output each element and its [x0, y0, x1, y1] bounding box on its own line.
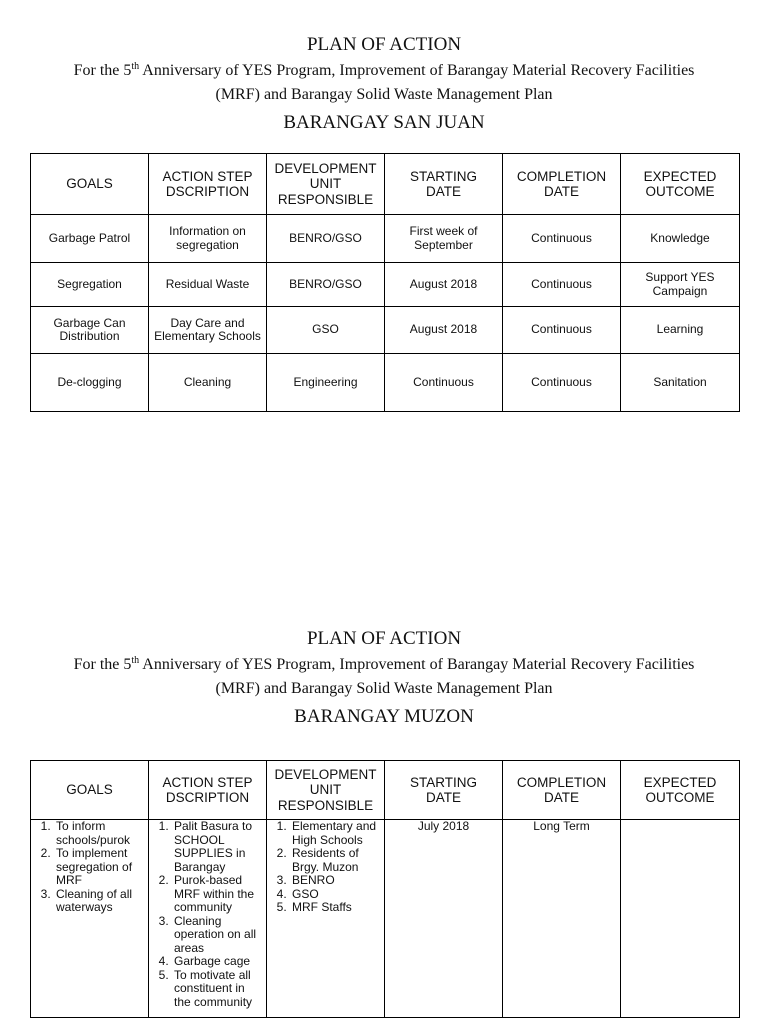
cell-text: Sanitation	[653, 374, 707, 389]
header-text: RESPONSIBLE	[277, 797, 374, 813]
list-item: 4. Garbage cage	[172, 955, 263, 969]
header-text: EXPECTED	[643, 168, 717, 184]
list-item: 1. Elementary and High Schools	[290, 820, 381, 847]
cell-text: August 2018	[409, 322, 478, 337]
header-goals	[31, 154, 149, 215]
subtitle-line2: (MRF) and Barangay Solid Waste Management Plan	[215, 680, 553, 697]
cell-text: Continuous	[531, 230, 592, 245]
cell-text: segregation	[176, 237, 239, 252]
header-completion-date	[503, 154, 621, 215]
plan-title: PLAN OF ACTION	[306, 628, 462, 649]
header-starting-date	[385, 761, 503, 820]
header-action-step	[149, 761, 267, 820]
table-header-row	[31, 761, 740, 820]
cell-text: Continuous	[413, 374, 474, 389]
cell-start	[385, 307, 503, 354]
cell-text: Segregation	[57, 276, 122, 291]
cell-text: De-clogging	[57, 374, 122, 389]
header-text: EXPECTED	[643, 774, 717, 790]
header-text: OUTCOME	[645, 790, 715, 805]
cell-text: Residual Waste	[165, 276, 250, 291]
plan-title: PLAN OF ACTION	[306, 34, 462, 55]
list-item: 3. Cleaning operation on all areas	[172, 915, 263, 956]
subtitle-superscript: th	[131, 655, 140, 666]
header-development-unit	[267, 154, 385, 215]
header-text: DSCRIPTION	[165, 790, 250, 805]
header-text: COMPLETION	[516, 774, 607, 790]
table-header-row	[31, 154, 740, 215]
plan-table-muzon	[30, 760, 740, 1018]
unit-list	[270, 820, 381, 915]
cell-text: Garbage Can	[53, 315, 126, 330]
header-text: UNIT	[309, 176, 342, 192]
cell-goals	[31, 307, 149, 354]
cell-text: September	[414, 237, 473, 252]
header-completion-date	[503, 761, 621, 820]
cell-outcome	[621, 263, 740, 307]
cell-text: BENRO/GSO	[289, 230, 362, 245]
subtitle-line2: (MRF) and Barangay Solid Waste Management Plan	[215, 86, 553, 103]
header-text: DSCRIPTION	[165, 184, 250, 199]
header-text: DATE	[425, 184, 461, 199]
cell-text: Continuous	[531, 374, 592, 389]
header-text: DATE	[425, 790, 461, 805]
cell-goals	[31, 820, 149, 1018]
goals-list	[34, 820, 145, 915]
cell-text: Engineering	[293, 374, 358, 389]
plan-section-san-juan	[0, 34, 768, 134]
table-row	[31, 215, 740, 263]
list-item: 2. Residents of Brgy. Muzon	[290, 847, 381, 874]
header-goals-text: GOALS	[66, 782, 113, 798]
cell-text: Cleaning	[183, 374, 232, 389]
header-expected-outcome	[621, 761, 740, 820]
list-item: 5. To motivate all constituent in the community	[172, 969, 263, 1010]
cell-start: July 2018	[385, 820, 503, 1018]
cell-unit	[267, 354, 385, 412]
cell-text: GSO	[312, 322, 339, 337]
cell-completion	[503, 307, 621, 354]
cell-start	[385, 354, 503, 412]
list-item: 2. Purok-based MRF within the community	[172, 874, 263, 915]
cell-start	[385, 263, 503, 307]
cell-text: Continuous	[531, 322, 592, 337]
subtitle-prefix: For the 5	[73, 656, 132, 673]
cell-completion	[503, 215, 621, 263]
cell-unit	[267, 263, 385, 307]
list-item: 2. To implement segregation of MRF	[54, 847, 145, 888]
header-text: DATE	[543, 184, 579, 199]
header-text: ACTION STEP	[162, 168, 253, 184]
header-text: UNIT	[309, 782, 342, 798]
header-text: DEVELOPMENT	[274, 160, 377, 176]
cell-unit	[267, 820, 385, 1018]
list-item: 1. To inform schools/purok	[54, 820, 145, 847]
cell-action	[149, 820, 267, 1018]
list-item: 1. Palit Basura to SCHOOL SUPPLIES in Barangay	[172, 820, 263, 874]
cell-action	[149, 263, 267, 307]
cell-text: Knowledge	[650, 230, 710, 245]
cell-text: First week of	[409, 224, 478, 238]
cell-text: Elementary Schools	[154, 329, 261, 343]
cell-completion: Long Term	[503, 820, 621, 1018]
cell-text: Learning	[656, 322, 704, 337]
cell-outcome	[621, 307, 740, 354]
cell-start	[385, 215, 503, 263]
list-item: 3. Cleaning of all waterways	[54, 888, 145, 915]
header-goals-text: GOALS	[66, 176, 113, 192]
plan-subtitle	[0, 653, 768, 701]
cell-outcome	[621, 354, 740, 412]
action-list	[152, 820, 263, 1009]
barangay-name: BARANGAY MUZON	[294, 706, 474, 727]
header-text: DEVELOPMENT	[274, 766, 377, 782]
cell-text: Support YES	[645, 270, 715, 284]
header-text: RESPONSIBLE	[277, 191, 374, 207]
cell-text: Day Care and	[170, 315, 245, 330]
table-row	[31, 307, 740, 354]
cell-text: BENRO/GSO	[289, 276, 362, 291]
table-row	[31, 354, 740, 412]
subtitle-line1: Anniversary of YES Program, Improvement of Barangay Material Recovery Facilities	[139, 656, 695, 673]
header-text: OUTCOME	[645, 184, 715, 199]
header-text: COMPLETION	[516, 168, 607, 184]
cell-text: Campaign	[652, 283, 708, 298]
table-row	[31, 820, 740, 1018]
header-text: STARTING	[409, 168, 477, 184]
subtitle-line1: Anniversary of YES Program, Improvement of Barangay Material Recovery Facilities	[139, 62, 695, 79]
cell-action	[149, 307, 267, 354]
cell-goals	[31, 263, 149, 307]
cell-text: Information on	[169, 224, 246, 238]
plan-section-muzon	[0, 628, 768, 728]
cell-outcome	[621, 215, 740, 263]
cell-completion	[503, 263, 621, 307]
list-item: 5. MRF Staffs	[290, 901, 381, 915]
cell-goals	[31, 354, 149, 412]
header-starting-date	[385, 154, 503, 215]
cell-completion	[503, 354, 621, 412]
subtitle-superscript: th	[131, 61, 140, 72]
subtitle-prefix: For the 5	[73, 62, 132, 79]
cell-text: Continuous	[531, 276, 592, 291]
header-text: DATE	[543, 790, 579, 805]
table-row	[31, 263, 740, 307]
header-action-step	[149, 154, 267, 215]
cell-outcome	[621, 820, 740, 1018]
header-expected-outcome	[621, 154, 740, 215]
header-development-unit	[267, 761, 385, 820]
cell-unit	[267, 307, 385, 354]
list-item: 3. BENRO	[290, 874, 381, 888]
cell-text: Garbage Patrol	[48, 230, 131, 245]
header-text: ACTION STEP	[162, 774, 253, 790]
cell-action	[149, 354, 267, 412]
cell-action	[149, 215, 267, 263]
plan-table-san-juan	[30, 153, 740, 412]
list-item: 4. GSO	[290, 888, 381, 902]
cell-goals	[31, 215, 149, 263]
plan-subtitle	[0, 59, 768, 107]
header-text: STARTING	[409, 774, 477, 790]
cell-text: Distribution	[59, 329, 120, 343]
cell-unit	[267, 215, 385, 263]
header-goals	[31, 761, 149, 820]
cell-text: August 2018	[409, 276, 478, 291]
barangay-name: BARANGAY SAN JUAN	[283, 112, 485, 133]
